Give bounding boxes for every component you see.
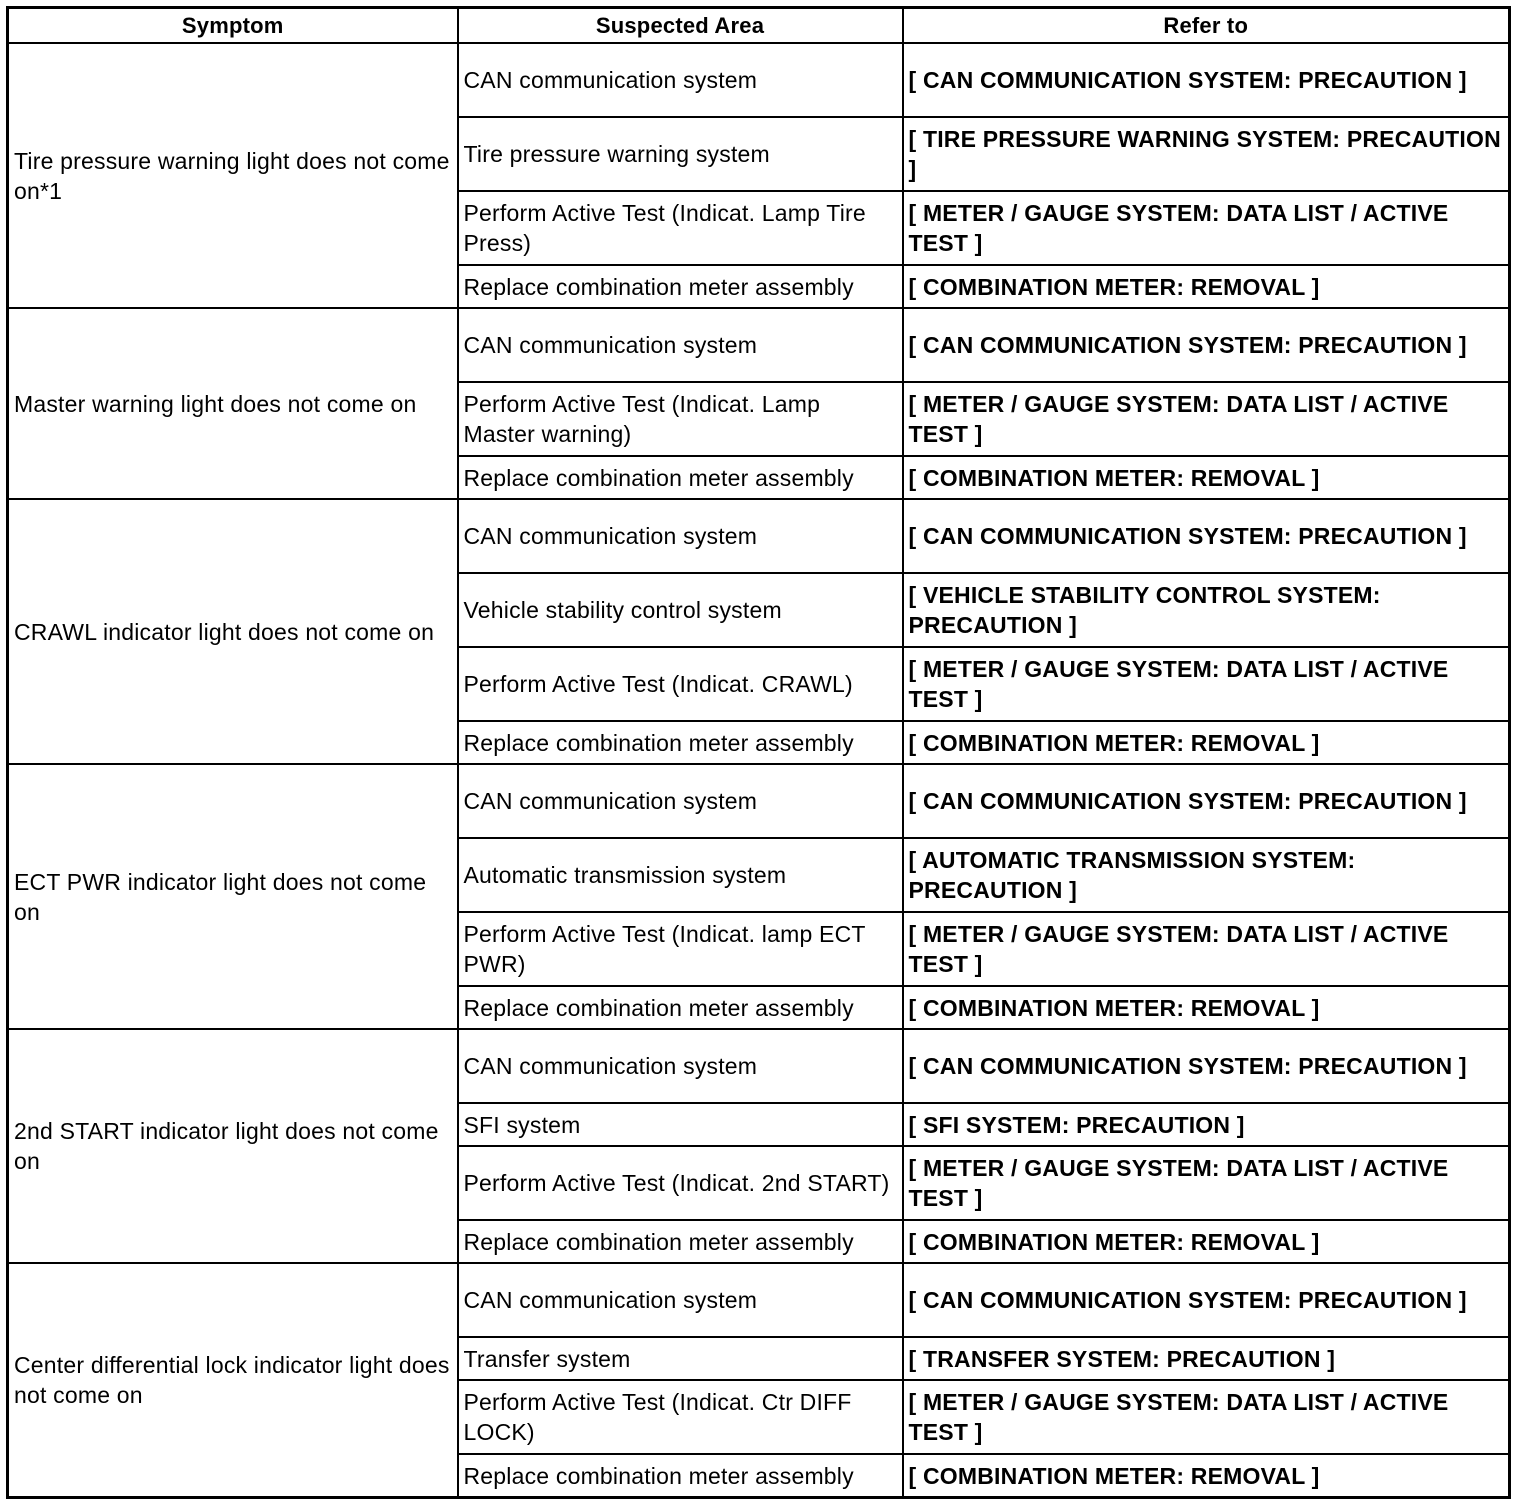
suspected-area-cell: CAN communication system bbox=[458, 764, 903, 838]
suspected-area-cell: Perform Active Test (Indicat. CRAWL) bbox=[458, 647, 903, 721]
refer-to-link[interactable]: [ COMBINATION METER: REMOVAL ] bbox=[903, 1454, 1510, 1498]
suspected-area-cell: Replace combination meter assembly bbox=[458, 456, 903, 499]
refer-to-link[interactable]: [ CAN COMMUNICATION SYSTEM: PRECAUTION ] bbox=[903, 499, 1510, 573]
refer-to-link[interactable]: [ METER / GAUGE SYSTEM: DATA LIST / ACTIVE TEST ] bbox=[903, 912, 1510, 986]
symptom-cell: Master warning light does not come on bbox=[8, 308, 458, 499]
symptom-cell: Center differential lock indicator light does not come on bbox=[8, 1263, 458, 1498]
refer-to-link[interactable]: [ TIRE PRESSURE WARNING SYSTEM: PRECAUTION ] bbox=[903, 117, 1510, 191]
refer-to-link[interactable]: [ CAN COMMUNICATION SYSTEM: PRECAUTION ] bbox=[903, 764, 1510, 838]
suspected-area-cell: Perform Active Test (Indicat. Lamp Tire Press) bbox=[458, 191, 903, 265]
table-row bbox=[8, 43, 1510, 117]
suspected-area-cell: Replace combination meter assembly bbox=[458, 721, 903, 764]
refer-to-link[interactable]: [ COMBINATION METER: REMOVAL ] bbox=[903, 265, 1510, 308]
refer-to-link[interactable]: [ METER / GAUGE SYSTEM: DATA LIST / ACTIVE TEST ] bbox=[903, 1380, 1510, 1454]
troubleshooting-table-container bbox=[6, 6, 1508, 1499]
refer-to-link[interactable]: [ SFI SYSTEM: PRECAUTION ] bbox=[903, 1103, 1510, 1146]
table-row bbox=[8, 764, 1510, 838]
refer-to-link[interactable]: [ CAN COMMUNICATION SYSTEM: PRECAUTION ] bbox=[903, 308, 1510, 382]
table-header-row bbox=[8, 8, 1510, 44]
suspected-area-cell: CAN communication system bbox=[458, 308, 903, 382]
suspected-area-cell: Perform Active Test (Indicat. Ctr DIFF LOCK) bbox=[458, 1380, 903, 1454]
symptom-cell: CRAWL indicator light does not come on bbox=[8, 499, 458, 764]
symptom-cell: Tire pressure warning light does not come on*1 bbox=[8, 43, 458, 308]
table-row bbox=[8, 499, 1510, 573]
refer-to-link[interactable]: [ CAN COMMUNICATION SYSTEM: PRECAUTION ] bbox=[903, 1263, 1510, 1337]
troubleshooting-table bbox=[6, 6, 1511, 1499]
suspected-area-cell: Perform Active Test (Indicat. 2nd START) bbox=[458, 1146, 903, 1220]
symptom-cell: ECT PWR indicator light does not come on bbox=[8, 764, 458, 1029]
suspected-area-cell: Automatic transmission system bbox=[458, 838, 903, 912]
refer-to-link[interactable]: [ METER / GAUGE SYSTEM: DATA LIST / ACTIVE TEST ] bbox=[903, 647, 1510, 721]
suspected-area-cell: Perform Active Test (Indicat. lamp ECT PWR) bbox=[458, 912, 903, 986]
suspected-area-cell: SFI system bbox=[458, 1103, 903, 1146]
refer-to-link[interactable]: [ METER / GAUGE SYSTEM: DATA LIST / ACTIVE TEST ] bbox=[903, 382, 1510, 456]
suspected-area-cell: CAN communication system bbox=[458, 499, 903, 573]
suspected-area-cell: Replace combination meter assembly bbox=[458, 1220, 903, 1263]
suspected-area-cell: CAN communication system bbox=[458, 1263, 903, 1337]
refer-to-link[interactable]: [ COMBINATION METER: REMOVAL ] bbox=[903, 1220, 1510, 1263]
table-row bbox=[8, 1029, 1510, 1103]
suspected-area-cell: Replace combination meter assembly bbox=[458, 1454, 903, 1498]
refer-to-link[interactable]: [ METER / GAUGE SYSTEM: DATA LIST / ACTIVE TEST ] bbox=[903, 1146, 1510, 1220]
refer-to-link[interactable]: [ METER / GAUGE SYSTEM: DATA LIST / ACTIVE TEST ] bbox=[903, 191, 1510, 265]
table-row bbox=[8, 308, 1510, 382]
suspected-area-cell: CAN communication system bbox=[458, 43, 903, 117]
refer-to-link[interactable]: [ CAN COMMUNICATION SYSTEM: PRECAUTION ] bbox=[903, 43, 1510, 117]
header-suspected-area: Suspected Area bbox=[458, 8, 903, 44]
refer-to-link[interactable]: [ TRANSFER SYSTEM: PRECAUTION ] bbox=[903, 1337, 1510, 1380]
header-symptom: Symptom bbox=[8, 8, 458, 44]
suspected-area-cell: Replace combination meter assembly bbox=[458, 986, 903, 1029]
suspected-area-cell: CAN communication system bbox=[458, 1029, 903, 1103]
refer-to-link[interactable]: [ COMBINATION METER: REMOVAL ] bbox=[903, 721, 1510, 764]
refer-to-link[interactable]: [ COMBINATION METER: REMOVAL ] bbox=[903, 986, 1510, 1029]
refer-to-link[interactable]: [ CAN COMMUNICATION SYSTEM: PRECAUTION ] bbox=[903, 1029, 1510, 1103]
suspected-area-cell: Transfer system bbox=[458, 1337, 903, 1380]
refer-to-link[interactable]: [ AUTOMATIC TRANSMISSION SYSTEM: PRECAUTION ] bbox=[903, 838, 1510, 912]
table-row bbox=[8, 1263, 1510, 1337]
refer-to-link[interactable]: [ VEHICLE STABILITY CONTROL SYSTEM: PRECAUTION ] bbox=[903, 573, 1510, 647]
suspected-area-cell: Tire pressure warning system bbox=[458, 117, 903, 191]
suspected-area-cell: Vehicle stability control system bbox=[458, 573, 903, 647]
suspected-area-cell: Replace combination meter assembly bbox=[458, 265, 903, 308]
header-refer-to: Refer to bbox=[903, 8, 1510, 44]
suspected-area-cell: Perform Active Test (Indicat. Lamp Master warning) bbox=[458, 382, 903, 456]
refer-to-link[interactable]: [ COMBINATION METER: REMOVAL ] bbox=[903, 456, 1510, 499]
symptom-cell: 2nd START indicator light does not come on bbox=[8, 1029, 458, 1263]
